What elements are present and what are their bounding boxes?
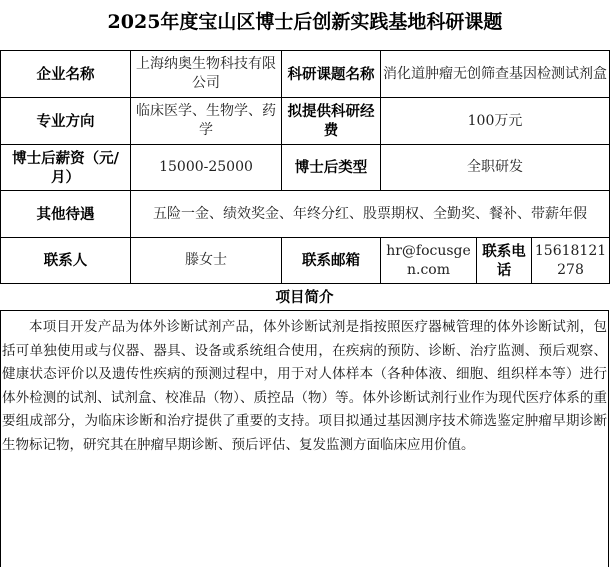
page-title: 2025年度宝山区博士后创新实践基地科研课题	[107, 11, 503, 33]
company-label: 企业名称	[1, 51, 131, 98]
project-label: 科研课题名称	[282, 51, 381, 98]
contact-value: 滕女士	[131, 238, 282, 284]
major-label: 专业方向	[1, 98, 131, 145]
salary-label: 博士后薪资（元/月）	[1, 145, 131, 191]
phone-value: 15618121278	[532, 238, 610, 284]
benefits-label: 其他待遇	[1, 191, 131, 238]
type-label: 博士后类型	[282, 145, 381, 191]
contact-label: 联系人	[1, 238, 131, 284]
project-value: 消化道肿瘤无创筛查基因检测试剂盒	[381, 51, 610, 98]
email-label: 联系邮箱	[282, 238, 381, 284]
phone-label: 联系电话	[477, 238, 532, 284]
funding-label: 拟提供科研经费	[282, 98, 381, 145]
type-value: 全职研发	[381, 145, 610, 191]
email-value[interactable]: hr@focusgen.com	[381, 238, 477, 284]
company-value: 上海纳奥生物科技有限公司	[131, 51, 282, 98]
intro-heading: 项目简介	[275, 289, 334, 306]
salary-value: 15000-25000	[131, 145, 282, 191]
funding-value: 100万元	[381, 98, 610, 145]
project-info-table	[0, 50, 610, 284]
benefits-value: 五险一金、绩效奖金、年终分红、股票期权、全勤奖、餐补、带薪年假	[131, 191, 610, 238]
intro-text: 本项目开发产品为体外诊断试剂产品，体外诊断试剂是指按照医疗器械管理的体外诊断试剂，包括可单独使用或与仪器、器具、设备或系统组合使用，在疾病的预防、诊断、治疗监测、预后观察、健康状态评价以及遗传性疾病的预测过程中，用于对人体样本（各种体液、细胞、组织样本等）进行体外检测的试剂、试剂盒、校准品（物）、质控品（物）等。体外诊断试剂行业作为现代医疗体系的重要组成部分，为临床诊断和治疗提供了重要的支持。项目拟通过基因测序技术筛选鉴定肿瘤早期诊断生物标记物，研究其在肿瘤早期诊断、预后评估、复发监测方面临床应用价值。	[2, 319, 607, 453]
major-value: 临床医学、生物学、药学	[131, 98, 282, 145]
